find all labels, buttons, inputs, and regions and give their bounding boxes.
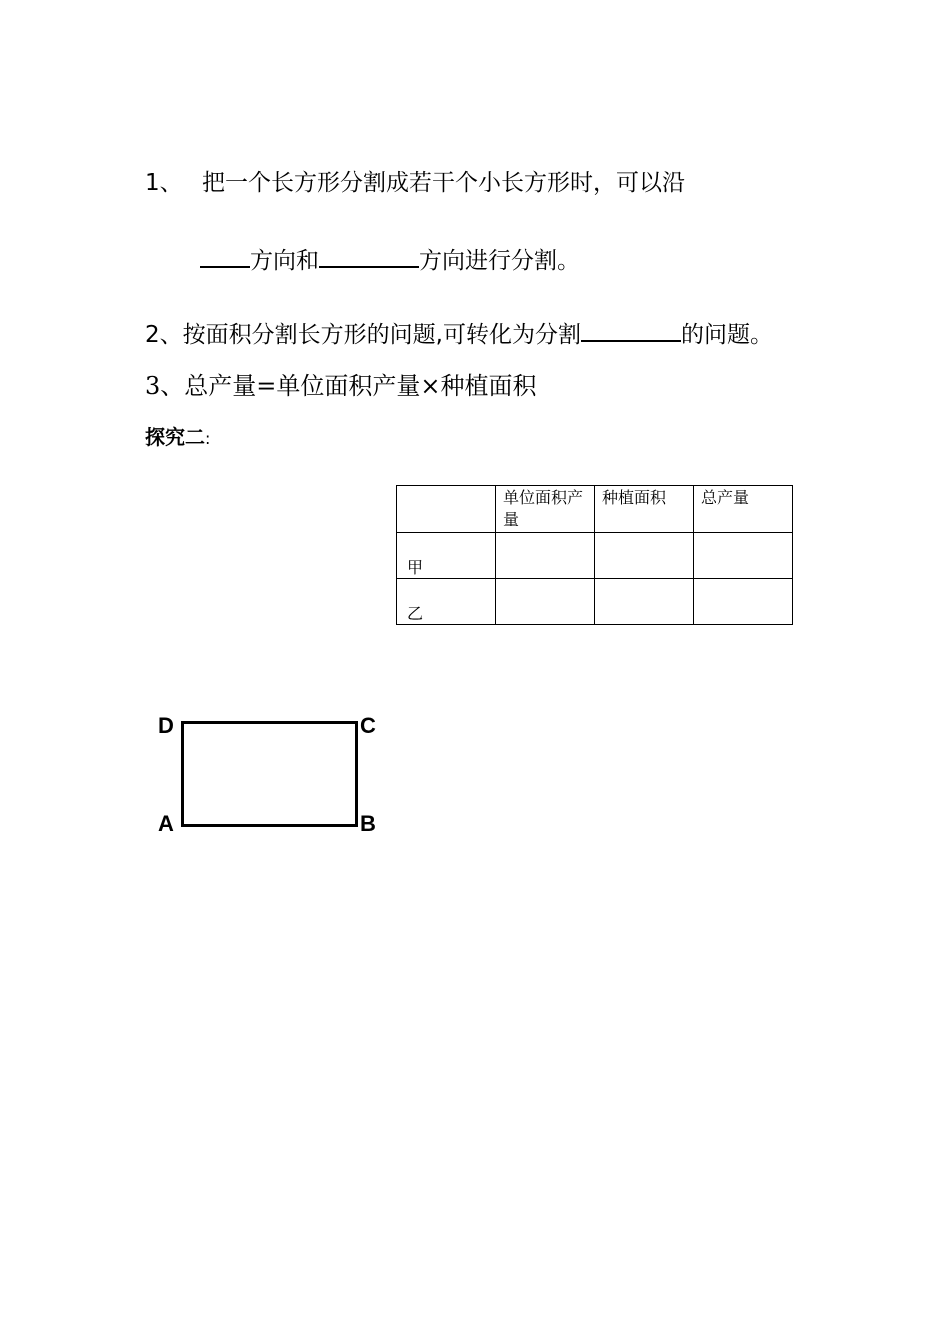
question-1-text: 把一个长方形分割成若干个小长方形时，可以沿 (202, 170, 685, 196)
question-2 (145, 316, 773, 349)
vertex-label-a: A (158, 811, 174, 836)
table-cell[interactable] (694, 533, 793, 579)
table-row-label: 乙 (397, 579, 496, 625)
table-row (397, 533, 793, 579)
blank-2[interactable] (319, 244, 419, 268)
question-2-suffix: 的问题。 (680, 322, 773, 348)
table-cell[interactable] (694, 579, 793, 625)
vertex-label-b: B (360, 811, 376, 836)
table-cell[interactable] (595, 579, 694, 625)
table-row (397, 579, 793, 625)
section-heading-title: 探究二 (145, 425, 205, 449)
blank-1[interactable] (200, 244, 250, 268)
table-header-cell (397, 486, 496, 533)
blank-3[interactable] (581, 318, 681, 342)
table-cell[interactable] (595, 533, 694, 579)
question-1-number: 1、 (145, 170, 183, 196)
rectangle-figure (181, 721, 358, 827)
question-1-segment-1: 方向和 (250, 248, 319, 274)
table-header-cell: 单位面积产量 (496, 486, 595, 533)
table-header-cell: 总产量 (694, 486, 793, 533)
table-cell[interactable] (496, 533, 595, 579)
question-1-continuation (200, 242, 580, 275)
question-1-segment-2: 方向进行分割。 (419, 248, 580, 274)
section-heading (145, 421, 210, 450)
vertex-label-d: D (158, 713, 174, 738)
table-cell[interactable] (496, 579, 595, 625)
table-row-label: 甲 (397, 533, 496, 579)
question-3: 3、总产量=单位面积产量×种植面积 (145, 372, 537, 400)
question-1 (145, 164, 685, 197)
table-header-cell: 种植面积 (595, 486, 694, 533)
section-heading-colon: : (205, 429, 211, 448)
yield-table (396, 485, 793, 625)
question-2-prefix: 2、按面积分割长方形的问题,可转化为分割 (145, 322, 581, 348)
vertex-label-c: C (360, 713, 376, 738)
table-header-row (397, 486, 793, 533)
